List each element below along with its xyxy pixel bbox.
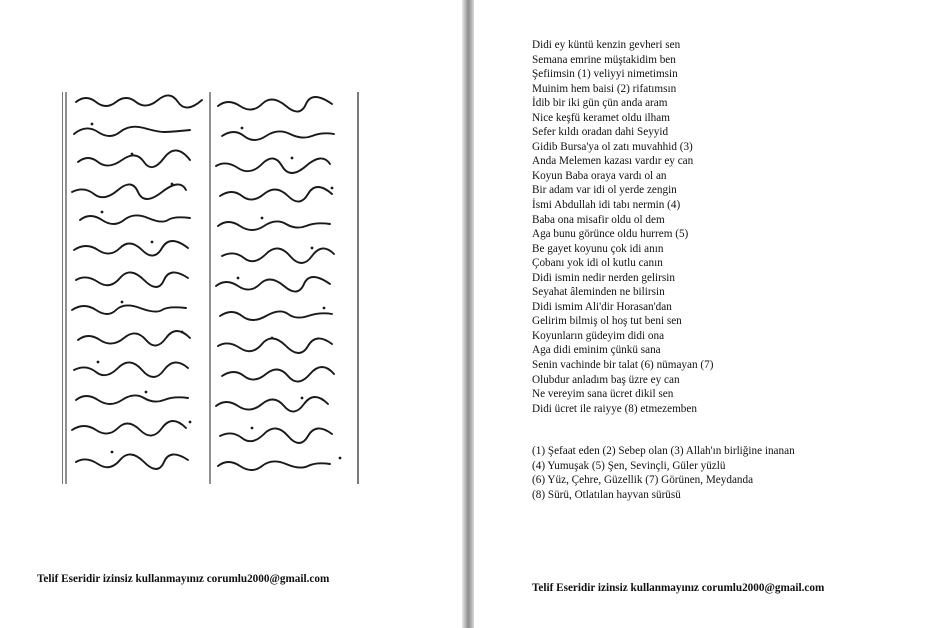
- poem-line: Çobanı yok idi ol kutlu canın: [532, 257, 663, 270]
- poem-line: Didi ey küntü kenzin gevheri sen: [532, 39, 681, 51]
- poem-line: İdib bir iki gün çün anda aram: [532, 97, 668, 110]
- poem-text: [532, 38, 713, 416]
- poem-line: Baba ona misafir oldu ol dem: [532, 213, 665, 226]
- copyright-footer-right: Telif Eseridir izinsiz kullanmayınız corumlu2000@gmail.com: [532, 582, 825, 594]
- poem-line: Koyunların güdeyim didi ona: [532, 329, 665, 342]
- poem-line: Didi ismin nedir nerden gelirsin: [532, 271, 675, 284]
- poem-line: Anda Melemen kazası vardır ey can: [532, 155, 694, 168]
- manuscript-image: [62, 88, 360, 486]
- poem-line: Semana emrine müştakidim ben: [532, 53, 676, 66]
- poem-line: İsmi Abdullah idi tabı nermin (4): [532, 199, 681, 212]
- page-gutter: [462, 0, 474, 628]
- poem-line: Bir adam var idi ol yerde zengin: [532, 184, 677, 197]
- footnote-line: (6) Yüz, Çehre, Güzellik (7) Görünen, Meydanda: [532, 474, 754, 487]
- footnote-line: (1) Şefaat eden (2) Sebep olan (3) Allah'ın birliğine inanan: [532, 445, 795, 457]
- poem-line: Olubdur anladım baş üzre ey can: [532, 373, 680, 386]
- poem-line: Muinim hem baisi (2) rifatımsın: [532, 82, 677, 95]
- footnote-line: (8) Sürü, Otlatılan hayvan sürüsü: [532, 488, 681, 501]
- footnote-line: (4) Yumuşak (5) Şen, Sevinçli, Güler yüzlü: [532, 459, 726, 472]
- copyright-footer-left: Telif Eseridir izinsiz kullanmayınız corumlu2000@gmail.com: [37, 573, 330, 585]
- footnotes: [532, 444, 795, 502]
- poem-line: Didi ismim Ali'dir Horasan'dan: [532, 300, 672, 313]
- poem-line: Aga bunu görünce oldu hurrem (5): [532, 228, 689, 241]
- poem-line: Şefiimsin (1) veliyyi nimetimsin: [532, 68, 678, 81]
- poem-line: Gelirim bilmiş ol hoş tut beni sen: [532, 315, 682, 328]
- manuscript-scan: [62, 88, 360, 486]
- poem-line: Seyahat âleminden ne bilirsin: [532, 286, 665, 299]
- poem-line: Gidib Bursa'ya ol zatı muvahhid (3): [532, 140, 693, 153]
- poem-line: Senin vachinde bir talat (6) nümayan (7): [532, 359, 714, 372]
- poem-line: Sefer kıldı oradan dahi Seyyid: [532, 126, 669, 139]
- poem-line: Koyun Baba oraya vardı ol an: [532, 169, 667, 182]
- poem-line: Be gayet koyunu çok idi anın: [532, 242, 664, 255]
- poem-line: Aga didi eminim çünkü sana: [532, 344, 661, 357]
- poem-line: Didi ücret ile raiyye (8) etmezemben: [532, 402, 697, 415]
- poem-line: Ne vereyim sana ücret dikil sen: [532, 388, 674, 401]
- poem-line: Nice keşfü keramet oldu ilham: [532, 111, 670, 124]
